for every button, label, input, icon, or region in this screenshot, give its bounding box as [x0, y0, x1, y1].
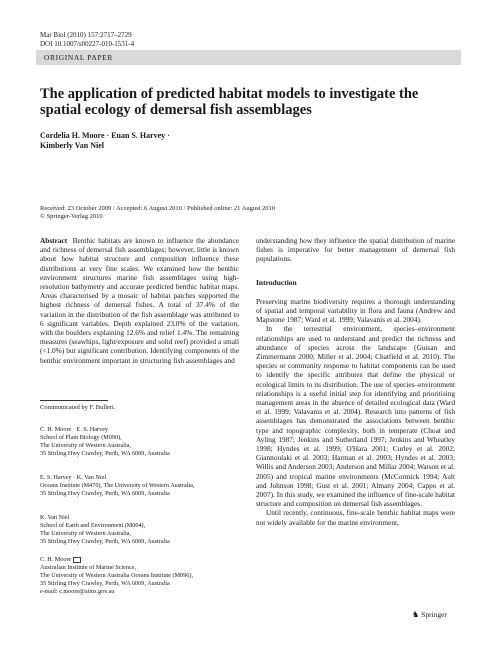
abstract-heading: Abstract	[40, 236, 68, 245]
publisher-logo	[412, 610, 447, 619]
affiliation-2	[40, 474, 240, 498]
publisher-name: Springer	[421, 610, 448, 619]
affiliation-line: 35 Stirling Hwy Crawley, Perth, WA 6009, Australia	[40, 538, 170, 545]
publication-dates	[40, 205, 275, 221]
springer-horse-icon: ♞	[412, 610, 420, 619]
affiliation-line: Australian Institute of Marine Science,	[40, 564, 137, 571]
left-column	[40, 236, 239, 365]
affiliation-4	[40, 556, 240, 596]
section-label: ORIGINAL PAPER	[44, 53, 113, 62]
envelope-icon	[73, 557, 81, 563]
article-title: The application of predicted habitat models to investigate the spatial ecology of demersal fish assemblages	[40, 86, 419, 118]
affiliation-line: 35 Stirling Hwy Crawley, Perth, WA 6009, Australia	[40, 450, 170, 457]
affiliation-line: The University of Western Australia Oceans Institute (M096),	[40, 572, 194, 579]
corresponding-author	[40, 556, 240, 564]
affiliation-3	[40, 514, 240, 546]
affiliation-names: E. S. Harvey · K. Van Niel	[40, 474, 107, 481]
right-column	[256, 236, 455, 527]
abstract	[40, 236, 239, 365]
affiliation-names: K. Van Niel	[40, 514, 70, 521]
introduction-heading: Introduction	[256, 277, 297, 287]
journal-citation	[40, 31, 134, 49]
history-dates: Received: 23 October 2009 / Accepted: 6 August 2010 / Published online: 21 August 2010	[40, 205, 276, 212]
affiliation-1	[40, 426, 240, 458]
affiliation-line: Oceans Institute (M470), The University of Western Australia,	[40, 482, 195, 489]
intro-paragraph-1: Preserving marine biodiversity requires a thorough understanding of spatial and temporal variability in flora and fauna (Andrew and Mapstone 1987; Ward et al. 1999; Valavanis et al. 2004).	[256, 296, 455, 325]
abstract-continued: understanding how they influence the spatial distribution of marine fishes is imperative for better management of demersal fish populations.	[256, 236, 455, 264]
doi: DOI 10.1007/s00227-010-1531-4	[40, 40, 135, 48]
affiliation-line: The University of Western Australia,	[40, 530, 131, 537]
affiliation-line: The University of Western Australia,	[40, 442, 131, 449]
copyright: © Springer-Verlag 2010	[40, 213, 103, 220]
abstract-text: Benthic habitats are known to influence the abundance and richness of demersal fish assemblages; however, little is known about how habitat structure and composition influence these distributions at very fine scales. We examined how the benthic environment structures marine fish assemblages using high-resolution bathymetry and accurate predicted benthic habitat maps. Areas characterised by a mosaic of habitat patches supported the highest richness of demersal fishes. A total of 37.4% of the variation in the distribution of the fish assemblage was attributed to 6 significant variables. Depth explained 23.0% of the variation, with the boulders explaining 12.6% and relief 1.4%. The remaining measures (seawhips, light/exposure and solid reef) provided a small (<1.0%) but significant contribution. Identifying components of the benthic environment important in structuring fish assemblages and	[40, 236, 239, 365]
authors-line-2: Kimberly Van Niel	[40, 141, 105, 150]
communicated-by: Communicated by F. Bulleri.	[40, 404, 116, 411]
intro-paragraph-3: Until recently, continuous, fine-scale benthic habitat maps were not widely available for the marine environment,	[256, 508, 455, 527]
author-list	[40, 131, 340, 151]
intro-paragraph-2: In the terrestrial environment, species–environment relationships are used to understand and predict the richness and abundance of species across the landscape (Guisan and Zimmermann 2000; Miller et al. 2004; Chatfield et al. 2010). The species or community response to habitat components can be used to identify the specific attributes that define the physical or ecological limits to its distribution. The use of species–environment relationships is a useful initial step for identifying and prioritising management areas in the absence of detailed ecological data (Ward et al. 1999; Valavanis et al. 2004). Research into patterns of fish assemblages has demonstrated the associations between benthic type and topographic complexity, both in temperate (Choat and Ayling 1987; Jenkins and Sutherland 1997; Jenkins and Wheatley 1998; Hyndes et al. 1999; O'Hara 2001; Curley et al. 2002; Giannoulaki et al. 2003; Harman et al. 2003; Hyndes et al. 2003; Willis and Anderson 2003; Anderson and Millar 2004; Watson et al. 2005) and tropical marine environments (McCormick 1994; Ault and Johnson 1998; Gust et al. 2001; Almany 2004; Cappo et al. 2007). In this study, we examined the influence of fine-scale habitat structure and composition on demersal fish assemblages.	[256, 324, 455, 509]
section-band	[36, 50, 461, 65]
affiliation-line: 35 Stirling Hwy Crawley, Perth, WA 6009, Australia	[40, 490, 170, 497]
journal-issue: Mar Biol (2010) 157:2717–2729	[40, 31, 132, 39]
affiliation-names: C. H. Moore	[40, 556, 72, 563]
authors-line-1: Cordelia H. Moore · Euan S. Harvey ·	[40, 131, 170, 140]
footnote-rule	[40, 400, 108, 401]
affiliation-line: 35 Stirling Hwy Crawley, Perth, WA 6009, Australia	[40, 580, 170, 587]
affiliation-line: School of Earth and Environment (M004),	[40, 522, 146, 529]
affiliation-line: School of Plant Biology (M090),	[40, 434, 122, 441]
affiliation-names: C. H. Moore · E. S. Harvey	[40, 426, 109, 433]
email[interactable]: e-mail: c.moore@aims.gov.au	[40, 588, 115, 595]
